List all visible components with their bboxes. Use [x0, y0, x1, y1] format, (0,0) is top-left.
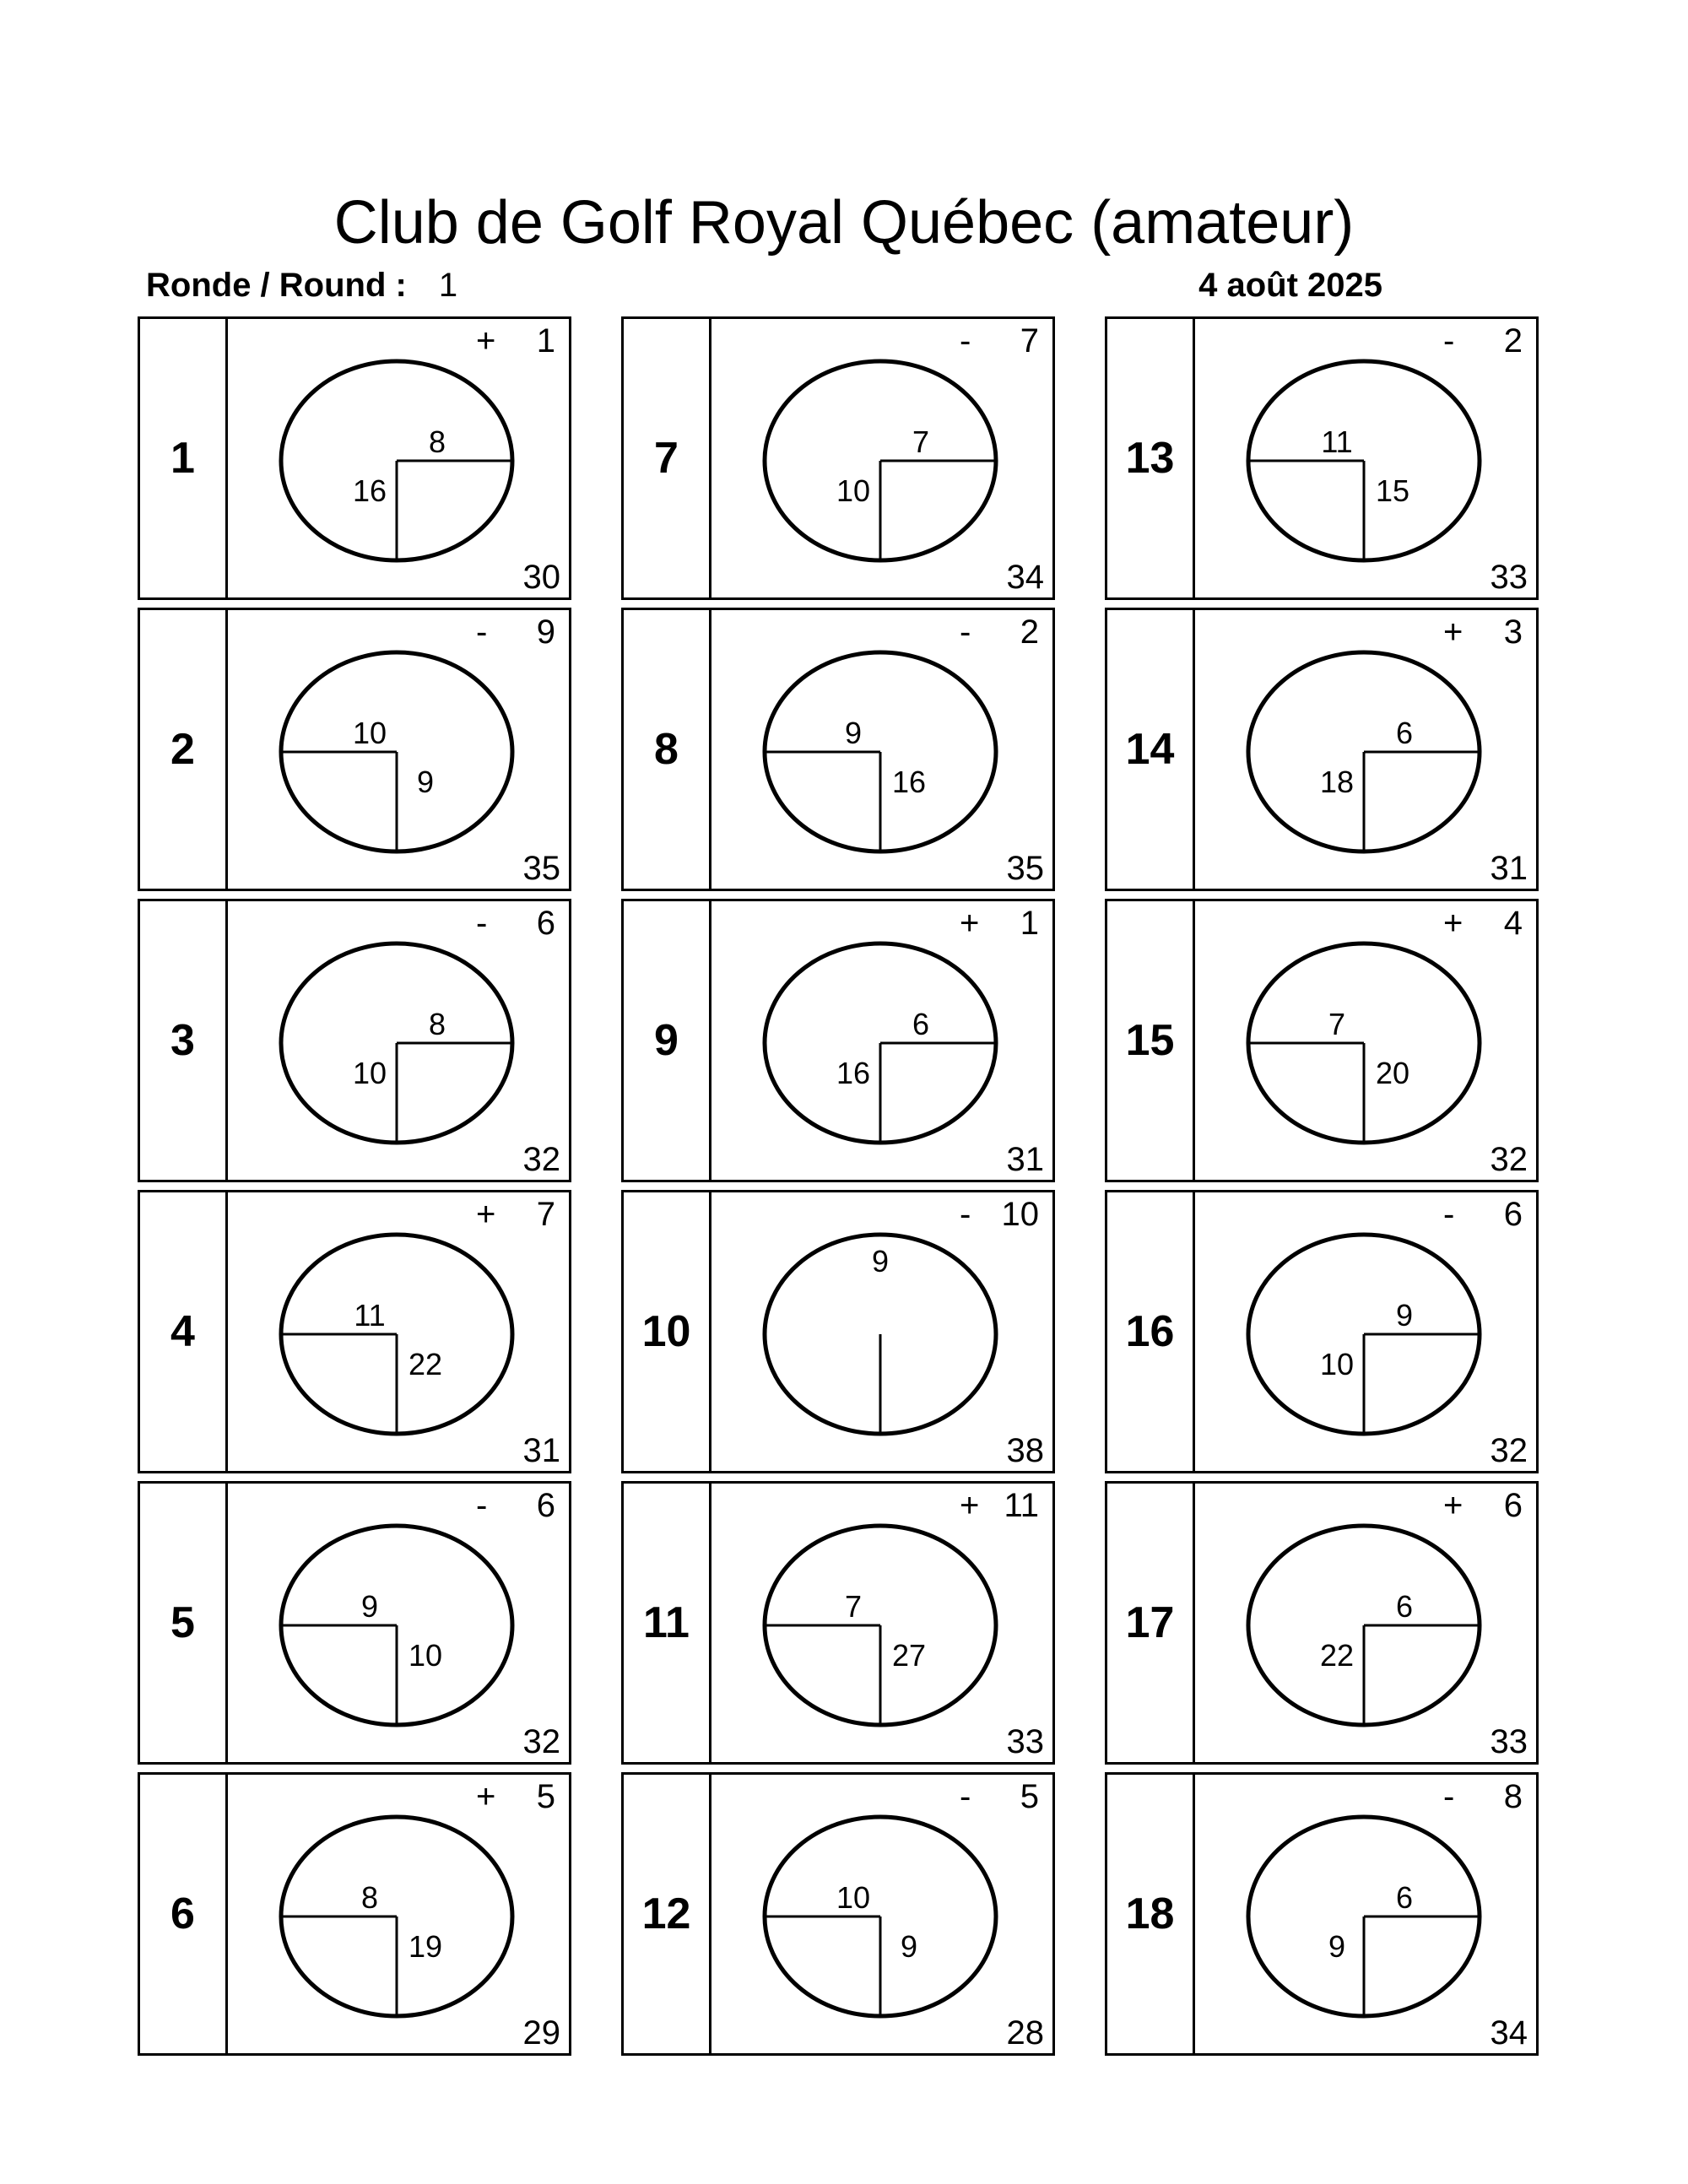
hole-card [621, 1772, 1055, 2056]
green-side-label: 16 [891, 765, 927, 799]
hole-card [1105, 1190, 1539, 1473]
green-side-label: 22 [1319, 1638, 1355, 1673]
green-side-label: 16 [836, 1056, 871, 1090]
hole-card [1105, 899, 1539, 1182]
delta-value: 6 [536, 1487, 555, 1524]
round-value: 1 [438, 267, 458, 304]
green-depth-label: 8 [360, 1880, 379, 1915]
green-diagram [711, 1775, 1052, 2053]
green-diagram [711, 1484, 1052, 1762]
delta-value: 2 [1503, 322, 1523, 359]
delta-sign: - [476, 1487, 488, 1524]
green-diagram [228, 610, 569, 889]
delta-value: 6 [1503, 1196, 1523, 1233]
hole-number: 15 [1107, 901, 1195, 1180]
hole-number: 8 [624, 610, 711, 889]
delta-value: 4 [1503, 905, 1523, 942]
green-side-label: 22 [408, 1347, 443, 1381]
hole-number: 17 [1107, 1484, 1195, 1762]
hole-total: 34 [1490, 2014, 1528, 2052]
hole-number: 13 [1107, 319, 1195, 597]
hole-number: 5 [140, 1484, 228, 1762]
green-depth-label: 11 [1321, 424, 1353, 459]
hole-card [621, 1481, 1055, 1765]
green-depth-label: 7 [844, 1589, 863, 1624]
green-side-label: 9 [900, 1929, 918, 1964]
hole-number: 16 [1107, 1192, 1195, 1471]
hole-total: 31 [1490, 850, 1528, 887]
green-diagram [228, 319, 569, 597]
delta-value: 3 [1503, 614, 1523, 651]
delta-sign: + [960, 1487, 980, 1524]
green-diagram [1195, 1775, 1536, 2053]
green-diagram [711, 319, 1052, 597]
delta-value: 7 [1020, 322, 1039, 359]
delta-value: 5 [1020, 1778, 1039, 1815]
green-depth-label: 7 [1328, 1007, 1346, 1041]
hole-card [1105, 1772, 1539, 2056]
hole-total: 30 [522, 559, 560, 596]
delta-value: 7 [536, 1196, 555, 1233]
green-depth-label: 6 [1395, 1589, 1414, 1624]
hole-card [138, 608, 571, 891]
delta-sign: + [1443, 614, 1463, 651]
hole-number: 4 [140, 1192, 228, 1471]
hole-total: 31 [1006, 1141, 1044, 1178]
delta-value: 10 [1001, 1196, 1039, 1233]
hole-total: 34 [1006, 559, 1044, 596]
delta-sign: - [1443, 1196, 1455, 1233]
green-depth-label: 8 [428, 424, 446, 459]
delta-value: 6 [1503, 1487, 1523, 1524]
green-side-label: 27 [891, 1638, 927, 1673]
hole-number: 1 [140, 319, 228, 597]
hole-card [621, 899, 1055, 1182]
hole-number: 7 [624, 319, 711, 597]
green-diagram [1195, 1484, 1536, 1762]
green-depth-label: 11 [354, 1298, 386, 1333]
delta-sign: + [1443, 1487, 1463, 1524]
hole-card [1105, 316, 1539, 600]
green-side-label: 16 [352, 473, 387, 508]
hole-card [621, 608, 1055, 891]
green-depth-label: 9 [360, 1589, 379, 1624]
green-depth-label: 7 [912, 424, 930, 459]
green-depth-label: 10 [836, 1880, 871, 1915]
delta-sign: + [960, 905, 980, 942]
hole-card [1105, 1481, 1539, 1765]
green-depth-label: 9 [1395, 1298, 1414, 1333]
green-depth-label: 6 [1395, 1880, 1414, 1915]
green-diagram [1195, 610, 1536, 889]
green-side-label: 10 [836, 473, 871, 508]
delta-value: 5 [536, 1778, 555, 1815]
hole-number: 2 [140, 610, 228, 889]
green-depth-label: 9 [844, 716, 863, 750]
delta-value: 11 [1004, 1487, 1039, 1524]
delta-sign: - [476, 614, 488, 651]
green-diagram [228, 1775, 569, 2053]
delta-sign: - [1443, 322, 1455, 359]
green-diagram [1195, 319, 1536, 597]
hole-total: 31 [522, 1432, 560, 1469]
green-diagram [228, 901, 569, 1180]
green-diagram [711, 901, 1052, 1180]
delta-value: 1 [536, 322, 555, 359]
green-depth-label: 6 [912, 1007, 930, 1041]
round-info [146, 263, 457, 307]
hole-number: 12 [624, 1775, 711, 2053]
delta-sign: + [476, 1778, 496, 1815]
hole-number: 18 [1107, 1775, 1195, 2053]
green-side-label: 18 [1319, 765, 1355, 799]
hole-total: 32 [1490, 1141, 1528, 1178]
delta-sign: - [1443, 1778, 1455, 1815]
hole-card [621, 316, 1055, 600]
green-side-label: 10 [1319, 1347, 1355, 1381]
delta-value: 9 [536, 614, 555, 651]
delta-value: 6 [536, 905, 555, 942]
hole-number: 6 [140, 1775, 228, 2053]
round-label: Ronde / Round : [146, 267, 407, 304]
hole-total: 33 [1490, 1723, 1528, 1760]
delta-sign: + [476, 322, 496, 359]
hole-card [621, 1190, 1055, 1473]
green-diagram [228, 1192, 569, 1471]
hole-total: 32 [522, 1723, 560, 1760]
green-depth-label: 8 [428, 1007, 446, 1041]
green-side-label: 20 [1375, 1056, 1410, 1090]
hole-total: 28 [1006, 2014, 1044, 2052]
page-title: Club de Golf Royal Québec (amateur) [333, 189, 1355, 257]
hole-card [138, 899, 571, 1182]
delta-value: 8 [1503, 1778, 1523, 1815]
green-diagram [1195, 1192, 1536, 1471]
hole-number: 3 [140, 901, 228, 1180]
hole-total: 32 [522, 1141, 560, 1178]
hole-number: 14 [1107, 610, 1195, 889]
hole-total: 38 [1006, 1432, 1044, 1469]
hole-number: 11 [624, 1484, 711, 1762]
green-depth-label: 10 [352, 716, 387, 750]
green-diagram [228, 1484, 569, 1762]
hole-card [138, 1481, 571, 1765]
hole-total: 35 [522, 850, 560, 887]
hole-card [138, 1190, 571, 1473]
green-side-label: 9 [1328, 1929, 1346, 1964]
delta-sign: - [960, 322, 971, 359]
hole-total: 33 [1006, 1723, 1044, 1760]
delta-sign: + [1443, 905, 1463, 942]
delta-sign: - [476, 905, 488, 942]
delta-value: 1 [1020, 905, 1039, 942]
delta-sign: - [960, 614, 971, 651]
delta-sign: - [960, 1196, 971, 1233]
green-depth-label: 6 [1395, 716, 1414, 750]
green-diagram [711, 1192, 1052, 1471]
hole-card [138, 1772, 571, 2056]
green-depth-label: 9 [871, 1244, 890, 1279]
green-diagram [1195, 901, 1536, 1180]
green-diagram [711, 610, 1052, 889]
hole-total: 32 [1490, 1432, 1528, 1469]
hole-card [1105, 608, 1539, 891]
hole-total: 35 [1006, 850, 1044, 887]
green-side-label: 15 [1375, 473, 1410, 508]
green-side-label: 19 [408, 1929, 443, 1964]
date-label: 4 août 2025 [1198, 267, 1382, 304]
green-side-label: 10 [408, 1638, 443, 1673]
hole-number: 9 [624, 901, 711, 1180]
hole-total: 29 [522, 2014, 560, 2052]
hole-total: 33 [1490, 559, 1528, 596]
hole-number: 10 [624, 1192, 711, 1471]
hole-card [138, 316, 571, 600]
delta-sign: + [476, 1196, 496, 1233]
delta-sign: - [960, 1778, 971, 1815]
green-side-label: 10 [352, 1056, 387, 1090]
delta-value: 2 [1020, 614, 1039, 651]
green-side-label: 9 [416, 765, 435, 799]
